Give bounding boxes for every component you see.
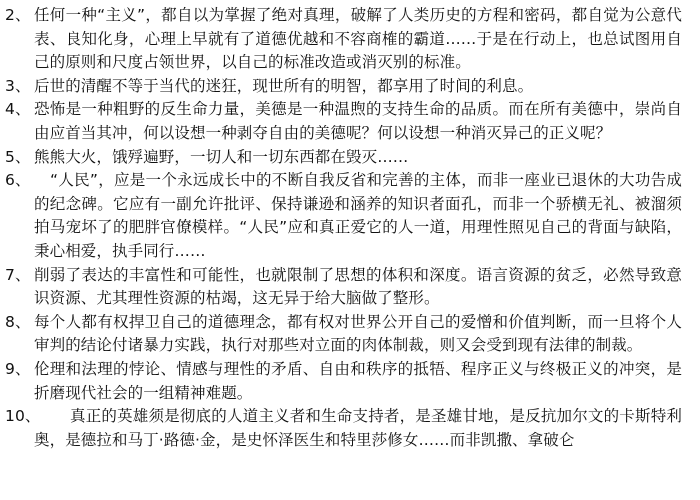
list-item — [0, 311, 700, 358]
list-item — [0, 75, 700, 99]
quote-list — [0, 4, 700, 452]
item-text: 熊熊大火，饿殍遍野，一切人和一切东西都在毁灭…… — [34, 147, 409, 166]
item-number: 8、 — [5, 312, 31, 331]
list-item — [0, 405, 700, 452]
item-number: 7、 — [5, 265, 31, 284]
item-number: 5、 — [5, 147, 31, 166]
list-item — [0, 169, 700, 263]
item-text: 每个人都有权捍卫自己的道德理念，都有权对世界公开自己的爱憎和价值判断，而一旦将个人审判的结论付诸暴力实践，执行对那些对立面的肉体制裁，则又会受到现有法律的制裁。 — [34, 312, 682, 355]
item-text: 真正的英雄须是彻底的人道主义者和生命支持者，是圣雄甘地，是反抗加尔文的卡斯特利奥，是德拉和马丁·路德·金，是史怀泽医生和特里莎修女……而非凯撒、拿破仑 — [34, 407, 682, 449]
item-text: 伦理和法理的悖论、情感与理性的矛盾、自由和秩序的抵牾、程序正义与终极正义的冲突，是折磨现代社会的一组精神难题。 — [34, 359, 682, 402]
list-item — [0, 4, 700, 75]
list-item — [0, 264, 700, 311]
item-text: 后世的清醒不等于当代的迷狂，现世所有的明智，都享用了时间的利息。 — [34, 76, 534, 95]
item-text: 恐怖是一种粗野的反生命力量，美德是一种温煦的支持生命的品质。而在所有美德中，崇尚自由应首当其冲，何以设想一种剥夺自由的美德呢？何以设想一种消灭异己的正义呢？ — [34, 100, 682, 142]
item-number: 6、 — [5, 171, 31, 190]
item-number: 10、 — [5, 407, 41, 426]
list-item — [0, 358, 700, 405]
item-number: 3、 — [5, 76, 31, 95]
item-number: 4、 — [5, 100, 31, 119]
item-number: 2、 — [5, 6, 31, 24]
item-text: 任何一种“主义”，都自以为掌握了绝对真理，破解了人类历史的方程和密码，都自觉为公意代表、良知化身，心理上早就有了道德优越和不容商榷的霸道……于是在行动上，也总试图用自己的原则和尺度占领世界，以自己的标准改造或消灭别的标准。 — [34, 6, 682, 72]
list-item — [0, 98, 700, 145]
item-number: 9、 — [5, 359, 31, 378]
item-text: 削弱了表达的丰富性和可能性，也就限制了思想的体积和深度。语言资源的贫乏，必然导致意识资源、尤其理性资源的枯竭，这无异于给大脑做了整形。 — [34, 265, 682, 308]
list-item — [0, 146, 700, 170]
item-text: “人民”，应是一个永远成长中的不断自我反省和完善的主体，而非一座业已退休的大功告成的纪念碑。它应有一副允许批评、保持谦逊和涵养的知识者面孔，而非一个骄横无礼、被溜须拍马宠坏了的肥胖官僚模样。“人民”应和真正爱它的人一道，用理性照见自己的背面与缺陷，秉心相爱，执手同行…… — [34, 171, 682, 260]
